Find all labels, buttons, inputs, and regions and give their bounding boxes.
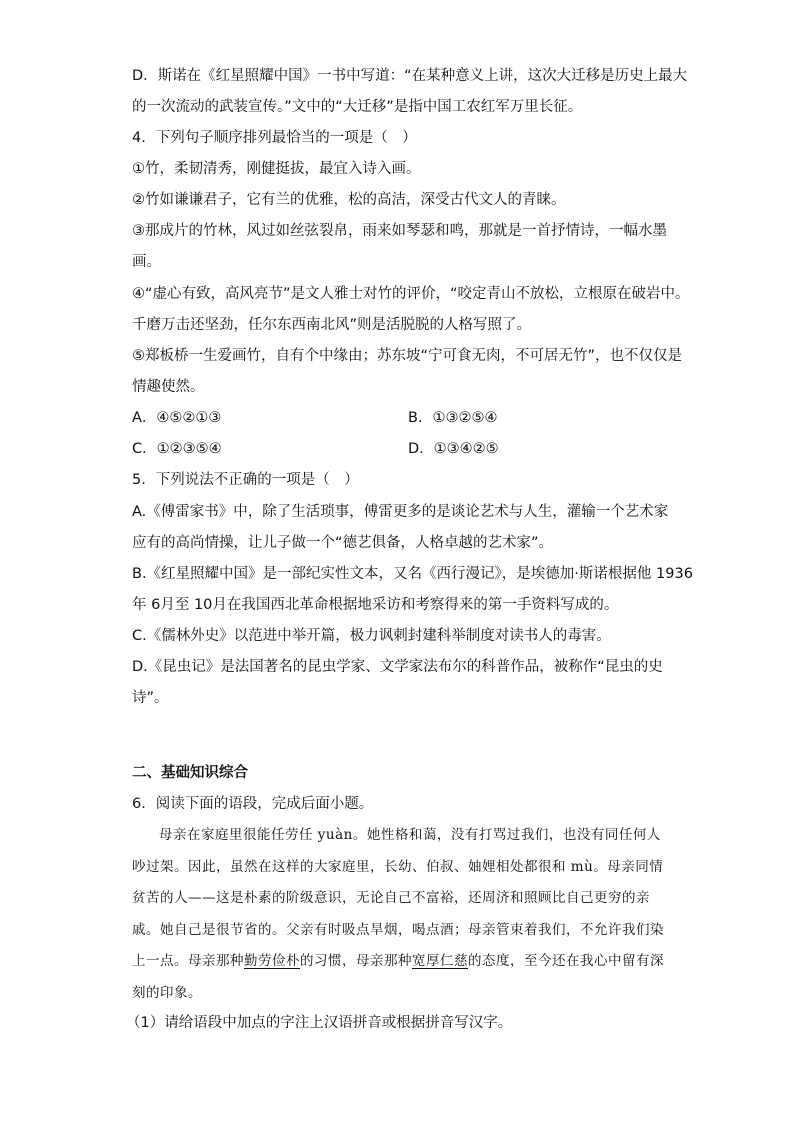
q4-sentence-2: ②竹如谦谦君子，它有兰的优雅，松的高洁，深受古代文人的青睐。 <box>132 192 566 208</box>
q5-stem: 5．下列说法不正确的一项是（ ） <box>132 472 359 488</box>
q3-option-d-line1: D．斯诺在《红星照耀中国》一书中写道：“在某种意义上讲，这次大迁移是历史上最大 <box>132 68 688 84</box>
q5-option-b-line1: B.《红星照耀中国》是一部纪实性文本，又名《西行漫记》，是埃德加·斯诺根据他 1936 <box>132 566 693 582</box>
underlined-phrase-2: 宽厚仁慈 <box>412 953 468 969</box>
q4-option-b: B．①③②⑤④ <box>408 410 498 426</box>
passage-paragraph <box>132 820 672 1009</box>
passage-text-2: 的习惯，母亲那种 <box>300 953 412 969</box>
section-title: 二、基础知识综合 <box>132 765 248 781</box>
q5-option-c: C.《儒林外史》以范进中举开篇，极力讽刺封建科举制度对读书人的毒害。 <box>132 628 611 644</box>
q5-option-a-line1: A.《傅雷家书》中，除了生活琐事，傅雷更多的是谈论艺术与人生，灌输一个艺术家 <box>132 504 669 520</box>
passage-text-1: 母亲在家庭里很能任劳任 yuàn。她性格和蔼，没有打骂过我们，也没有同任何人吵过架。因此，虽然在这样的大家庭里，长幼、伯叔、妯娌相处都很和 mù。母亲同情贫苦的人——这是朴素的阶级意识，无论自己不富裕，还周济和照顾比自己更穷的亲戚。她自己是很节省的。父亲有时吸点旱烟，喝点酒；母亲管束着我们，不允许我们染上一点。母亲那种 <box>132 827 664 969</box>
q5-option-d-line2: 诗”。 <box>132 690 169 706</box>
q4-sentence-4-line2: 千磨万击还坚劲，任尔东西南北风”则是活脱脱的人格写照了。 <box>132 317 532 333</box>
q3-option-d-line2: 的一次流动的武装宣传。”文中的“大迁移”是指中国工农红军万里长征。 <box>132 99 583 115</box>
q4-option-c: C．①②③⑤④ <box>132 441 222 457</box>
q4-option-a: A．④⑤②①③ <box>132 410 222 426</box>
q6-sub-question-1: （1）请给语段中加点的字注上汉语拼音或根据拼音写汉字。 <box>126 1015 513 1031</box>
q4-sentence-3-line2: 画。 <box>132 254 161 270</box>
q6-prompt: 6．阅读下面的语段，完成后面小题。 <box>132 796 374 812</box>
q4-sentence-3-line1: ③那成片的竹林，风过如丝弦裂帛，雨来如琴瑟和鸣，那就是一首抒情诗，一幅水墨 <box>132 223 667 239</box>
passage-text-3: 的态度，至今还在我心中留有深刻的印象。 <box>132 953 664 1001</box>
q4-sentence-1: ①竹，柔韧清秀，刚健挺拔，最宜入诗入画。 <box>132 161 421 177</box>
q4-stem: 4．下列句子顺序排列最恰当的一项是（ ） <box>132 130 417 146</box>
q4-sentence-5-line2: 情趣使然。 <box>132 379 205 395</box>
q5-option-b-line2: 年 6月至 10月在我国西北革命根据地采访和考察得来的第一手资料写成的。 <box>132 597 619 613</box>
q5-option-d-line1: D.《昆虫记》是法国著名的昆虫学家、文学家法布尔的科普作品，被称作“昆虫的史 <box>132 659 663 675</box>
underlined-phrase-1: 勤劳俭朴 <box>244 953 300 969</box>
q5-option-a-line2: 应有的高尚情操，让儿子做一个“德艺俱备，人格卓越的艺术家”。 <box>132 535 554 551</box>
q4-sentence-4-line1: ④“虚心有致，高风亮节”是文人雅士对竹的评价，“咬定青山不放松，立根原在破岩中。 <box>132 286 690 302</box>
q4-sentence-5-line1: ⑤郑板桥一生爱画竹，自有个中缘由；苏东坡“宁可食无肉，不可居无竹”，也不仅仅是 <box>132 348 683 364</box>
reading-passage <box>132 820 672 1009</box>
q4-option-d: D．①③④②⑤ <box>408 441 499 457</box>
